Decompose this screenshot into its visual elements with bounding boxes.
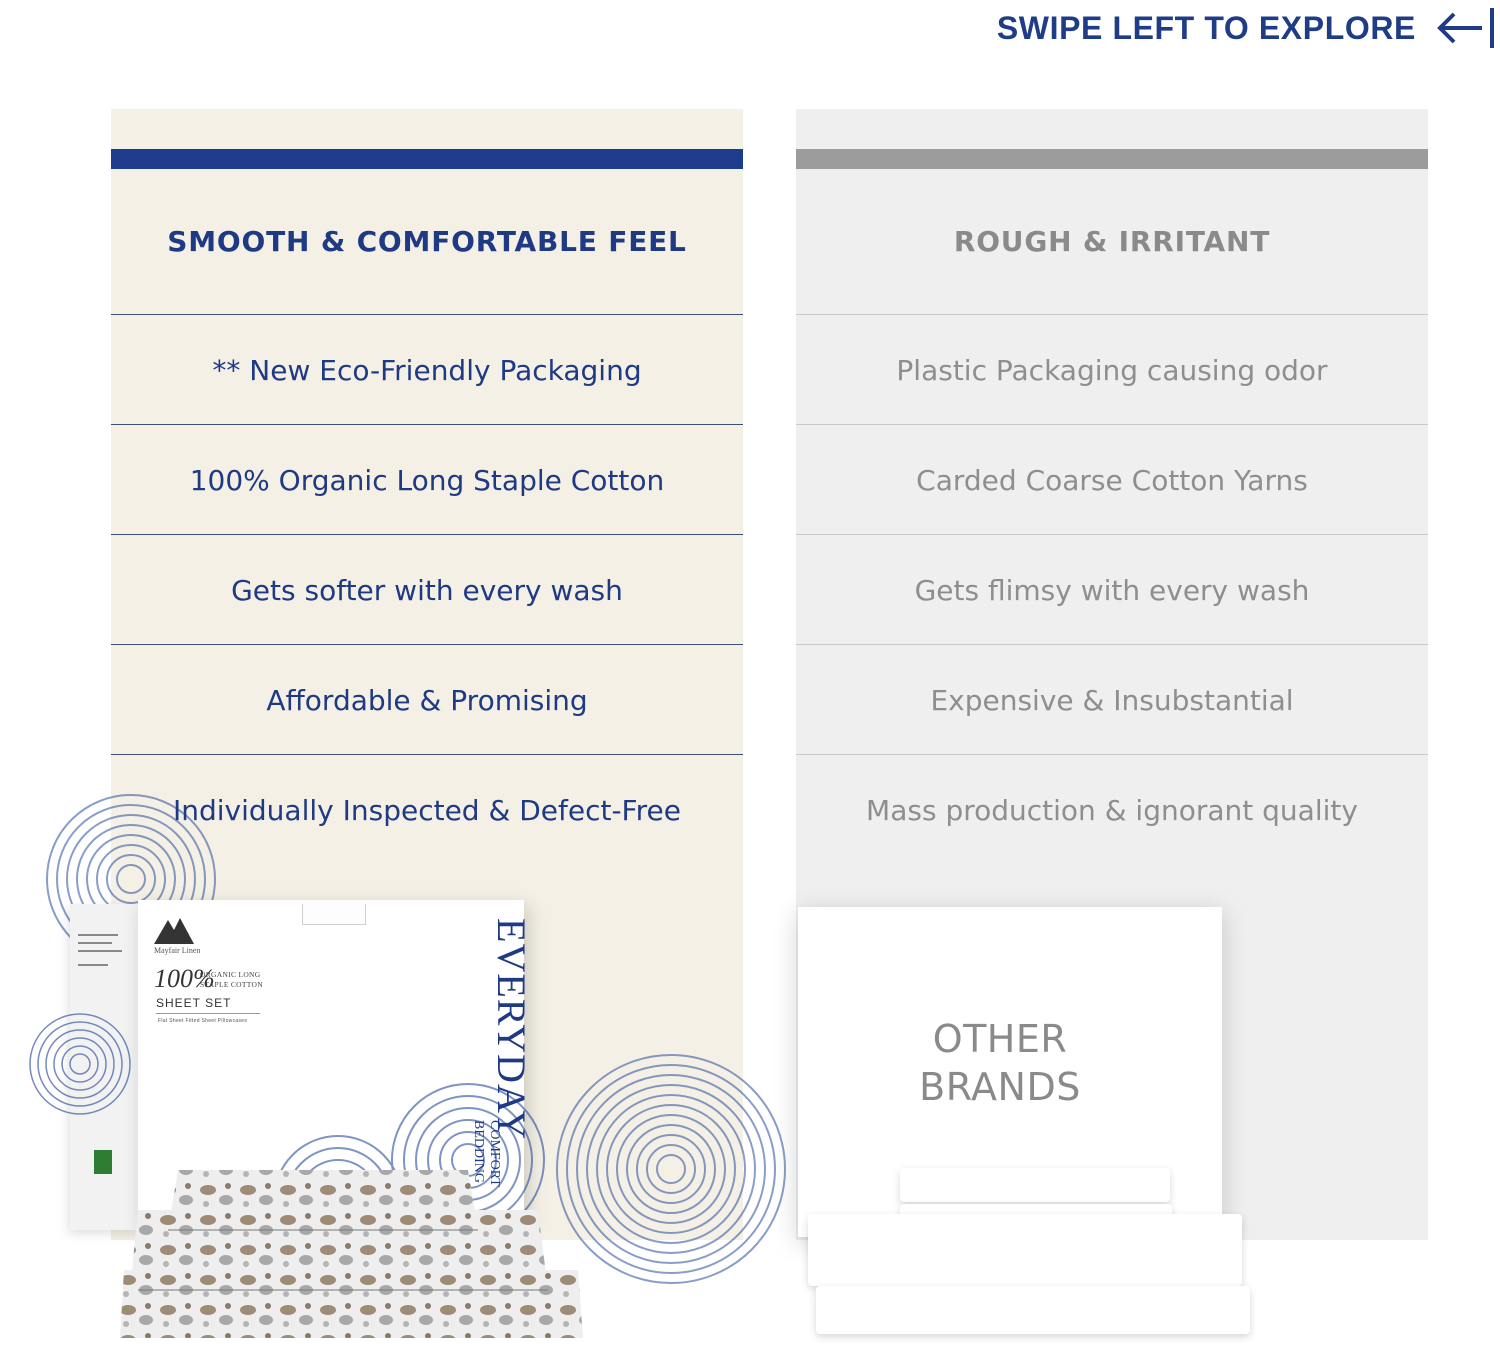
feature-row: Carded Coarse Cotton Yarns (796, 424, 1428, 535)
sheet-set-items: Flat Sheet Fitted Sheet Pillowcases (158, 1018, 248, 1024)
feature-row: Affordable & Promising (111, 644, 743, 755)
swipe-hint-label: SWIPE LEFT TO EXPLORE (996, 9, 1416, 46)
percent-sub (200, 970, 263, 990)
white-sheet-fold (816, 1286, 1250, 1334)
feature-row: Mass production & ignorant quality (796, 754, 1428, 865)
white-sheet-fold (900, 1168, 1170, 1202)
percent-sub-line: ORGANIC LONG (200, 970, 261, 979)
feature-row: 100% Organic Long Staple Cotton (111, 424, 743, 535)
other-brands-label (798, 1015, 1202, 1111)
feature-row: Gets flimsy with every wash (796, 534, 1428, 645)
feature-row: Gets softer with every wash (111, 534, 743, 645)
feature-row: Expensive & Insubstantial (796, 644, 1428, 755)
box-tab-notch (302, 904, 366, 925)
column-heading: SMOOTH & COMFORTABLE FEEL (167, 225, 687, 258)
percent-sub-line: STAPLE COTTON (200, 980, 263, 989)
arrow-left-icon (1434, 6, 1498, 50)
accent-bar (111, 149, 743, 169)
sheet-set-title: SHEET SET (156, 996, 260, 1014)
feature-row: Plastic Packaging causing odor (796, 314, 1428, 425)
other-brands-line: BRANDS (919, 1065, 1081, 1109)
mountain-logo-icon (154, 916, 194, 944)
subtitle-line: BEDDING (471, 1120, 486, 1183)
feature-row: Individually Inspected & Defect-Free (111, 754, 743, 865)
swipe-hint[interactable] (997, 6, 1498, 50)
accent-bar (796, 149, 1428, 169)
patterned-sheets-image (118, 1150, 588, 1350)
feature-row: ** New Eco-Friendly Packaging (111, 314, 743, 425)
subtitle-line: COMFORT (487, 1120, 502, 1187)
other-brands-line: OTHER (932, 1017, 1068, 1061)
white-sheet-fold (808, 1214, 1242, 1286)
percent-label: 100% (154, 964, 215, 993)
column-heading: ROUGH & IRRITANT (953, 225, 1271, 258)
brand-name: Mayfair Linen (154, 946, 201, 955)
everyday-title: EVERYDAY (489, 918, 534, 1141)
